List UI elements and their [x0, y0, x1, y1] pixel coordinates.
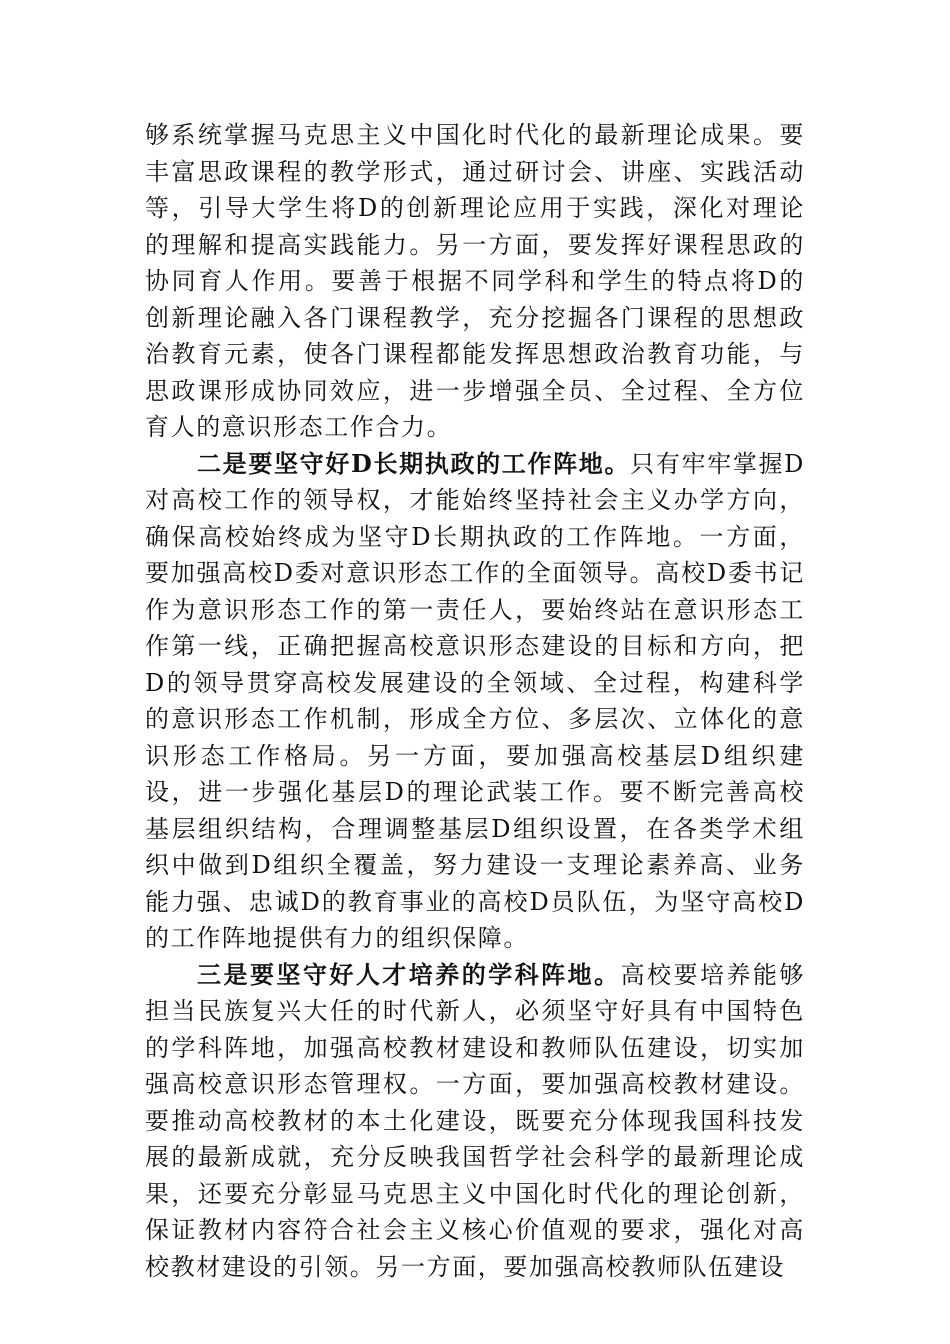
document-page: [145, 117, 805, 1285]
paragraph-text: 高校要培养能够担当民族复兴大任的时代新人，必须坚守好具有中国特色的学科阵地，加强高校教材建设和教师队伍建设，切实加强高校意识形态管理权。一方面，要加强高校教材建设。要推动高校教材的本土化建设，既要充分体现我国科技发展的最新成就，充分反映我国哲学社会科学的最新理论成果，还要充分彰显马克思主义中国化时代化的理论创新，保证教材内容符合社会主义核心价值观的要求，强化对高校教材建设的引领。另一方面，要加强高校教师队伍建设: [145, 960, 805, 1281]
paragraph-discipline-front: [145, 957, 805, 1286]
paragraph-heading: 二是要坚守好D长期执政的工作阵地。: [197, 448, 631, 478]
paragraph-text: 够系统掌握马克思主义中国化时代化的最新理论成果。要丰富思政课程的教学形式，通过研讨会、讲座、实践活动等，引导大学生将D的创新理论应用于实践，深化对理论的理解和提高实践能力。另一方面，要发挥好课程思政的协同育人作用。要善于根据不同学科和学生的特点将D的创新理论融入各门课程教学，充分挖掘各门课程的思想政治教育元素，使各门课程都能发挥思想政治教育功能，与思政课形成协同效应，进一步增强全员、全过程、全方位育人的意识形态工作合力。: [145, 121, 805, 441]
paragraph-work-front: [145, 446, 805, 957]
paragraph-heading: 三是要坚守好人才培养的学科阵地。: [197, 959, 621, 989]
paragraph-text: 只有牢牢掌握D对高校工作的领导权，才能始终坚持社会主义办学方向，确保高校始终成为坚守D长期执政的工作阵地。一方面，要加强高校D委对意识形态工作的全面领导。高校D委书记作为意识形态工作的第一责任人，要始终站在意识形态工作第一线，正确把握高校意识形态建设的目标和方向，把D的领导贯穿高校发展建设的全领域、全过程，构建科学的意识形态工作机制，形成全方位、多层次、立体化的意识形态工作格局。另一方面，要加强高校基层D组织建设，进一步强化基层D的理论武装工作。要不断完善高校基层组织结构，合理调整基层D组织设置，在各类学术组织中做到D组织全覆盖，努力建设一支理论素养高、业务能力强、忠诚D的教育事业的高校D员队伍，为坚守高校D的工作阵地提供有力的组织保障。: [145, 449, 805, 952]
paragraph-continuation: [145, 117, 805, 446]
